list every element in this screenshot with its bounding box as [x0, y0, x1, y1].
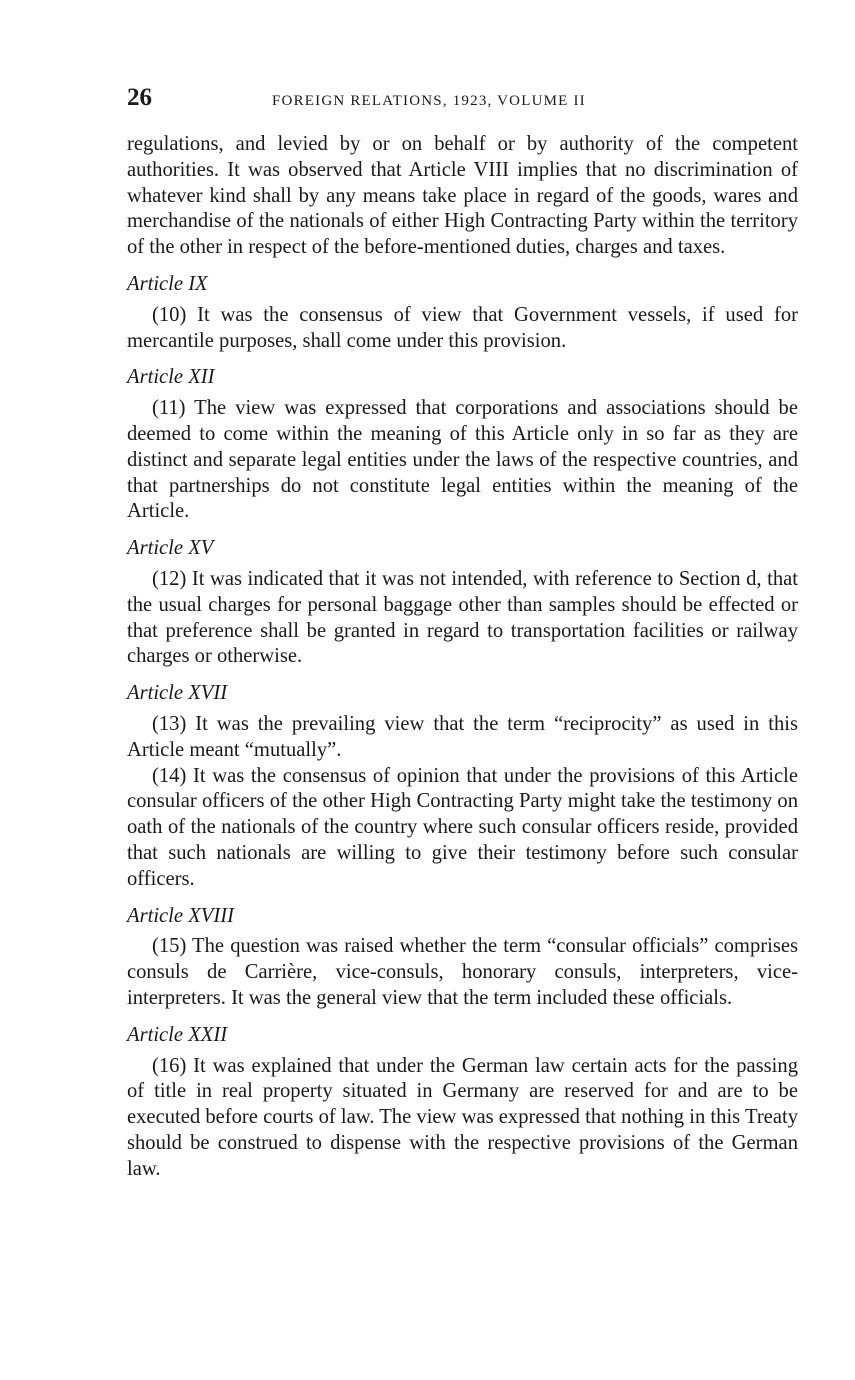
article-heading: Article XVIII [127, 904, 234, 927]
intro-paragraph: regulations, and levied by or on behalf or by authority of the competent authorities. It was observed that Article VIII implies that no discrimination of whatever kind shall by any means take place in regard of the goods, wares and merchandise of the nationals of either High Contracting Party within the territory of the other in respect of the before-mentioned duties, charges and taxes. [127, 133, 798, 259]
running-title: FOREIGN RELATIONS, 1923, VOLUME II [272, 93, 586, 109]
article-heading: Article XVII [127, 682, 228, 705]
article-xii-section [127, 365, 798, 525]
article-heading: Article IX [127, 272, 208, 295]
paragraph-15: (15) The question was raised whether the term “consular officials” comprises consuls de Carrière, vice-consuls, honorary consuls, interpreters, vice-interpreters. It was the general view that the term included these officials. [127, 935, 798, 1009]
article-xvii-section [127, 681, 798, 892]
page-number: 26 [127, 84, 152, 111]
article-heading: Article XII [127, 366, 215, 389]
article-xv-section [127, 536, 798, 670]
running-header [127, 84, 798, 116]
article-heading: Article XXII [127, 1023, 228, 1046]
paragraph-16: (16) It was explained that under the German law certain acts for the passing of title in real property situated in Germany are reserved for and are to be executed before courts of law. The view was expressed that nothing in this Treaty should be construed to dispense with the respective provisions of the German law. [127, 1054, 798, 1180]
paragraph-10: (10) It was the consensus of view that Government vessels, if used for mercantile purposes, shall come under this provision. [127, 303, 798, 352]
article-heading: Article XV [127, 537, 214, 560]
document-page [127, 84, 798, 1182]
paragraph-13: (13) It was the prevailing view that the term “reciprocity” as used in this Article meant “mutually”. [127, 712, 798, 761]
paragraph-11: (11) The view was expressed that corporations and associations should be deemed to come within the meaning of this Article only in so far as they are distinct and separate legal entities under the laws of the respective countries, and that partnerships do not constitute legal entities within the meaning of the Article. [127, 397, 798, 523]
paragraph-14: (14) It was the consensus of opinion that under the provisions of this Article consular officers of the other High Contracting Party might take the testimony on oath of the nationals of the country where such consular officers reside, provided that such nationals are willing to give their testimony before such consular officers. [127, 764, 798, 890]
article-ix-section [127, 272, 798, 354]
article-xviii-section [127, 904, 798, 1012]
paragraph-12: (12) It was indicated that it was not intended, with reference to Section d, that the usual charges for personal baggage other than samples should be effected or that preference shall be granted in regard to transportation facilities or railway charges or otherwise. [127, 567, 798, 668]
article-xxii-section [127, 1023, 798, 1183]
